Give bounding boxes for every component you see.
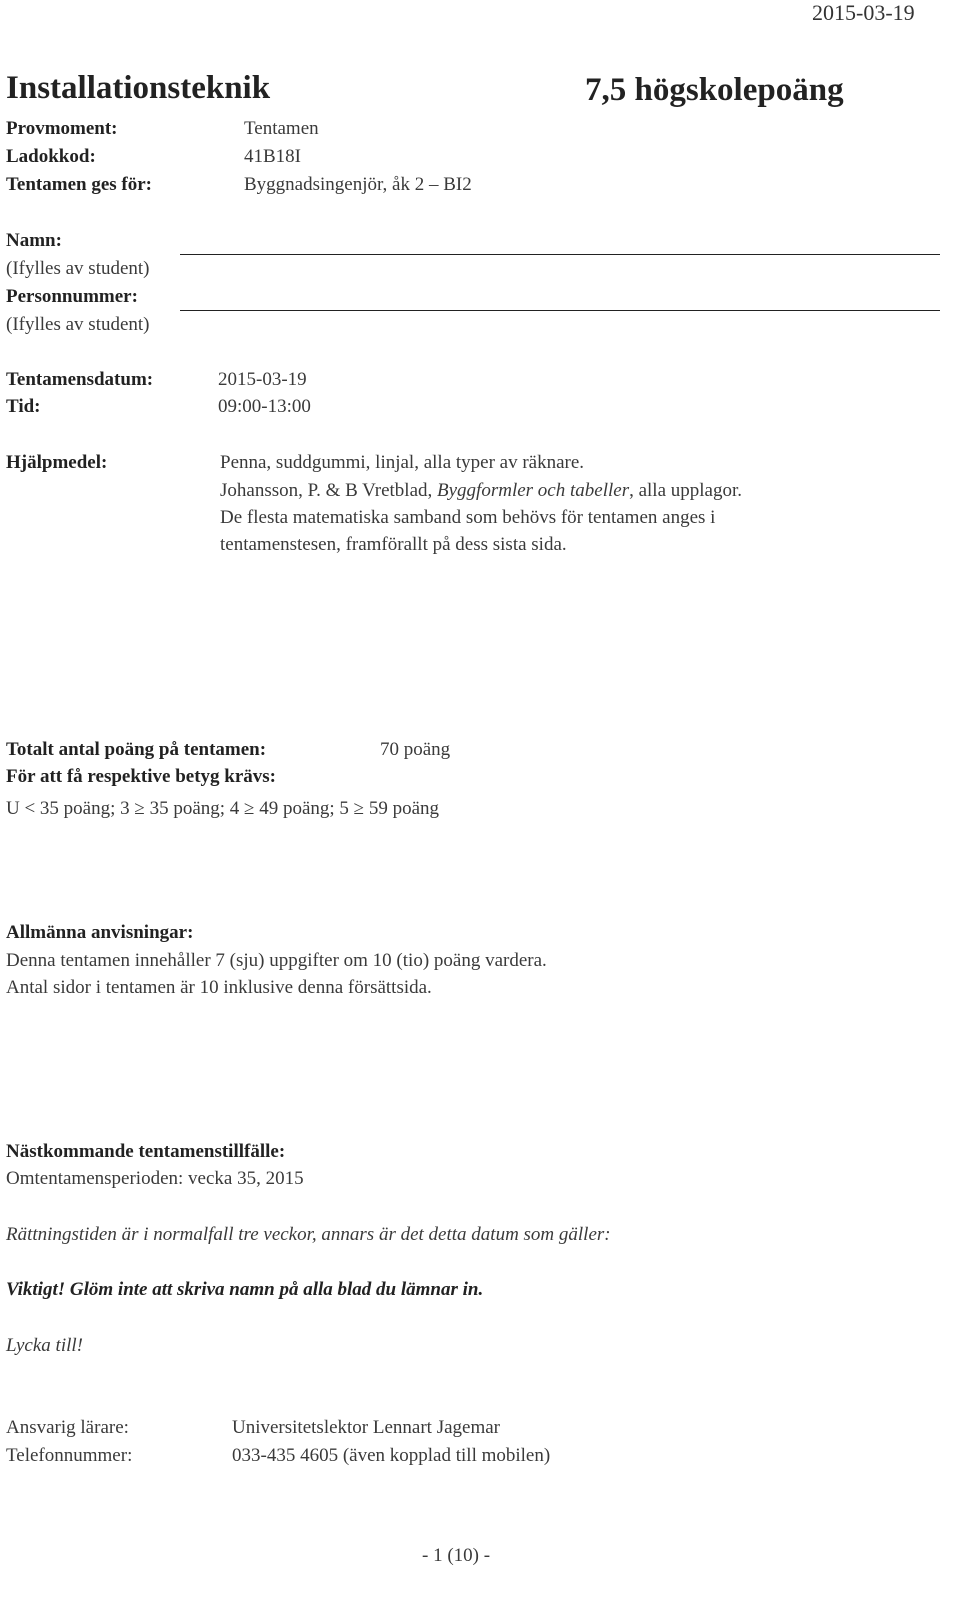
instructions-line-2: Antal sidor i tentamen är 10 inklusive denna försättsida. [6,977,432,998]
aids-line-1: Penna, suddgummi, linjal, alla typer av räknare. [220,452,585,473]
aids-line-3: De flesta matematiska samband som behövs för tentamen anges i [220,507,716,528]
target-group-label: Tentamen ges för: [6,174,152,195]
target-group-value: Byggnadsingenjör, åk 2 – BI2 [244,174,472,195]
exam-time-value: 09:00-13:00 [218,396,311,417]
grading-note: Rättningstiden är i normalfall tre veckor, annars är det detta datum som gäller: [6,1224,611,1245]
total-points-label: Totalt antal poäng på tentamen: [6,739,267,760]
ladokkod-label: Ladokkod: [6,146,96,167]
grade-requirements-label: För att få respektive betyg krävs: [6,766,276,787]
aids-book-title: Byggformler och tabeller [437,480,630,501]
credits: 7,5 högskolepoäng [585,72,844,108]
instructions-heading: Allmänna anvisningar: [6,922,194,943]
aids-line-2-pre: Johansson, P. & B Vretblad, [220,480,438,501]
personnummer-label: Personnummer: [6,286,138,307]
grade-requirements: U < 35 poäng; 3 ≥ 35 poäng; 4 ≥ 49 poäng; 5 ≥ 59 poäng [6,798,440,819]
aids-line-4: tentamenstesen, framförallt på dess sista sida. [220,534,567,555]
instructions-line-1: Denna tentamen innehåller 7 (sju) uppgifter om 10 (tio) poäng vardera. [6,950,547,971]
teacher-value: Universitetslektor Lennart Jagemar [232,1417,501,1438]
total-points-value: 70 poäng [380,739,451,760]
next-exam-heading: Nästkommande tentamenstillfälle: [6,1141,286,1162]
name-field-line[interactable] [180,254,940,255]
exam-date-label: Tentamensdatum: [6,369,154,390]
good-luck: Lycka till! [6,1335,83,1356]
phone-value: 033-435 4605 (även kopplad till mobilen) [232,1445,551,1466]
personnummer-hint: (Ifylles av student) [6,314,150,335]
exam-date-value: 2015-03-19 [218,369,307,390]
page-number: - 1 (10) - [422,1545,491,1566]
ladokkod-value: 41B18I [244,146,301,167]
provmoment-label: Provmoment: [6,118,118,139]
exam-time-label: Tid: [6,396,41,417]
teacher-label: Ansvarig lärare: [6,1417,129,1438]
important-note: Viktigt! Glöm inte att skriva namn på alla blad du lämnar in. [6,1279,484,1300]
aids-line-2-post: , alla upplagor. [629,480,743,501]
provmoment-value: Tentamen [244,118,319,139]
name-label: Namn: [6,230,62,251]
aids-label: Hjälpmedel: [6,452,108,473]
header-date: 2015-03-19 [812,0,915,25]
personnummer-field-line[interactable] [180,310,940,311]
name-hint: (Ifylles av student) [6,258,150,279]
course-title: Installationsteknik [6,70,271,106]
phone-label: Telefonnummer: [6,1445,133,1466]
aids-line-2 [220,480,742,502]
next-exam-line: Omtentamensperioden: vecka 35, 2015 [6,1168,304,1189]
